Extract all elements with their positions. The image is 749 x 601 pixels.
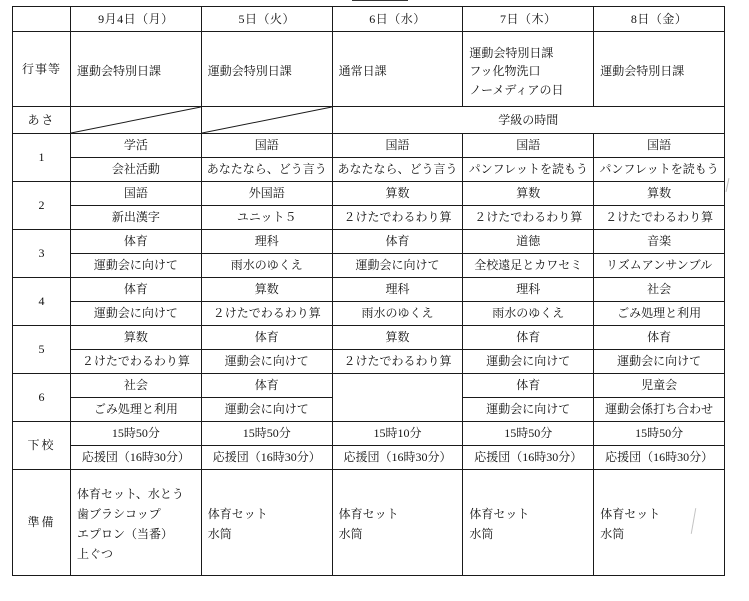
p5-detail-thu: 運動会に向けて [463,350,594,374]
p1-subject-wed: 国語 [332,134,463,158]
row-label-period-1: 1 [13,134,71,182]
events-mon: 運動会特別日課 [71,32,202,107]
p2-detail-mon: 新出漢字 [71,206,202,230]
p6-subject-mon: 社会 [71,374,202,398]
p6-detail-fri: 運動会係打ち合わせ [594,398,725,422]
p2-detail-tue: ユニット５ [201,206,332,230]
header-day-mon: 9月4日（月） [71,7,202,32]
dismissal-note-mon: 応援団（16時30分） [71,446,202,470]
p2-subject-thu: 算数 [463,182,594,206]
p4-subject-wed: 理科 [332,278,463,302]
weekly-schedule-table [12,6,725,576]
p3-detail-wed: 運動会に向けて [332,254,463,278]
p5-detail-mon: ２けたでわるわり算 [71,350,202,374]
preparation-tue: 体育セット 水筒 [201,470,332,576]
dismissal-time-thu: 15時50分 [463,422,594,446]
p6-subject-tue: 体育 [201,374,332,398]
row-label-period-2: 2 [13,182,71,230]
table-header-row [13,7,725,32]
p4-subject-fri: 社会 [594,278,725,302]
p4-subject-tue: 算数 [201,278,332,302]
p4-subject-mon: 体育 [71,278,202,302]
dismissal-time-fri: 15時50分 [594,422,725,446]
p1-detail-fri: パンフレットを読もう [594,158,725,182]
p2-detail-thu: ２けたでわるわり算 [463,206,594,230]
p6-subject-thu: 体育 [463,374,594,398]
p3-subject-mon: 体育 [71,230,202,254]
row-label-period-3: 3 [13,230,71,278]
preparation-wed: 体育セット 水筒 [332,470,463,576]
p1-subject-mon: 学活 [71,134,202,158]
p5-detail-tue: 運動会に向けて [201,350,332,374]
p2-subject-fri: 算数 [594,182,725,206]
p2-subject-wed: 算数 [332,182,463,206]
dismissal-time-row [13,422,725,446]
events-thu: 運動会特別日課 フッ化物洗口 ノーメディアの日 [463,32,594,107]
p5-subject-thu: 体育 [463,326,594,350]
period-1-subject-row [13,134,725,158]
row-label-dismissal: 下校 [13,422,71,470]
p2-subject-mon: 国語 [71,182,202,206]
dismissal-time-mon: 15時50分 [71,422,202,446]
events-wed: 通常日課 [332,32,463,107]
p5-subject-fri: 体育 [594,326,725,350]
dismissal-note-tue: 応援団（16時30分） [201,446,332,470]
preparation-row [13,470,725,576]
p1-subject-tue: 国語 [201,134,332,158]
row-label-period-5: 5 [13,326,71,374]
period-2-subject-row [13,182,725,206]
header-day-tue: 5日（火） [201,7,332,32]
p3-detail-thu: 全校遠足とカワセミ [463,254,594,278]
p1-detail-tue: あなたなら、どう言う [201,158,332,182]
p1-subject-fri: 国語 [594,134,725,158]
p3-subject-thu: 道徳 [463,230,594,254]
period-3-detail-row [13,254,725,278]
preparation-mon: 体育セット、水とう 歯ブラシコップ エプロン（当番） 上ぐつ [71,470,202,576]
morning-slash-mon [71,107,202,134]
p5-detail-fri: 運動会に向けて [594,350,725,374]
header-day-thu: 7日（木） [463,7,594,32]
events-fri: 運動会特別日課 [594,32,725,107]
scan-artifact-right [726,178,730,192]
p5-subject-mon: 算数 [71,326,202,350]
p6-subject-fri: 児童会 [594,374,725,398]
p1-detail-thu: パンフレットを読もう [463,158,594,182]
p3-subject-wed: 体育 [332,230,463,254]
dismissal-note-wed: 応援団（16時30分） [332,446,463,470]
row-label-period-6: 6 [13,374,71,422]
dismissal-time-tue: 15時50分 [201,422,332,446]
p3-subject-fri: 音楽 [594,230,725,254]
morning-merged-cell: 学級の時間 [332,107,724,134]
p4-detail-tue: ２けたでわるわり算 [201,302,332,326]
header-day-fri: 8日（金） [594,7,725,32]
p3-detail-fri: リズムアンサンブル [594,254,725,278]
morning-row [13,107,725,134]
period-1-detail-row [13,158,725,182]
p1-detail-mon: 会社活動 [71,158,202,182]
period-5-subject-row [13,326,725,350]
dismissal-note-thu: 応援団（16時30分） [463,446,594,470]
p2-detail-wed: ２けたでわるわり算 [332,206,463,230]
events-row [13,32,725,107]
p4-detail-wed: 雨水のゆくえ [332,302,463,326]
period-6-subject-row [13,374,725,398]
dismissal-time-wed: 15時10分 [332,422,463,446]
header-day-wed: 6日（水） [332,7,463,32]
p3-detail-tue: 雨水のゆくえ [201,254,332,278]
p3-subject-tue: 理科 [201,230,332,254]
p5-detail-wed: ２けたでわるわり算 [332,350,463,374]
morning-slash-tue [201,107,332,134]
dismissal-note-row [13,446,725,470]
row-label-morning: あさ [13,107,71,134]
period-2-detail-row [13,206,725,230]
row-label-preparation: 準備 [13,470,71,576]
p6-detail-tue: 運動会に向けて [201,398,332,422]
p4-detail-thu: 雨水のゆくえ [463,302,594,326]
preparation-thu: 体育セット 水筒 [463,470,594,576]
p2-subject-tue: 外国語 [201,182,332,206]
period-4-detail-row [13,302,725,326]
p5-subject-tue: 体育 [201,326,332,350]
p1-subject-thu: 国語 [463,134,594,158]
p5-subject-wed: 算数 [332,326,463,350]
header-corner [13,7,71,32]
p6-subject-wed [332,374,463,422]
p1-detail-wed: あなたなら、どう言う [332,158,463,182]
p4-subject-thu: 理科 [463,278,594,302]
row-label-events: 行事等 [13,32,71,107]
p2-detail-fri: ２けたでわるわり算 [594,206,725,230]
p3-detail-mon: 運動会に向けて [71,254,202,278]
dismissal-note-fri: 応援団（16時30分） [594,446,725,470]
p6-detail-mon: ごみ処理と利用 [71,398,202,422]
p4-detail-fri: ごみ処理と利用 [594,302,725,326]
period-3-subject-row [13,230,725,254]
period-4-subject-row [13,278,725,302]
top-rule-mark [352,0,408,1]
period-5-detail-row [13,350,725,374]
events-tue: 運動会特別日課 [201,32,332,107]
p6-detail-thu: 運動会に向けて [463,398,594,422]
p4-detail-mon: 運動会に向けて [71,302,202,326]
row-label-period-4: 4 [13,278,71,326]
preparation-fri: 体育セット 水筒 [594,470,725,576]
